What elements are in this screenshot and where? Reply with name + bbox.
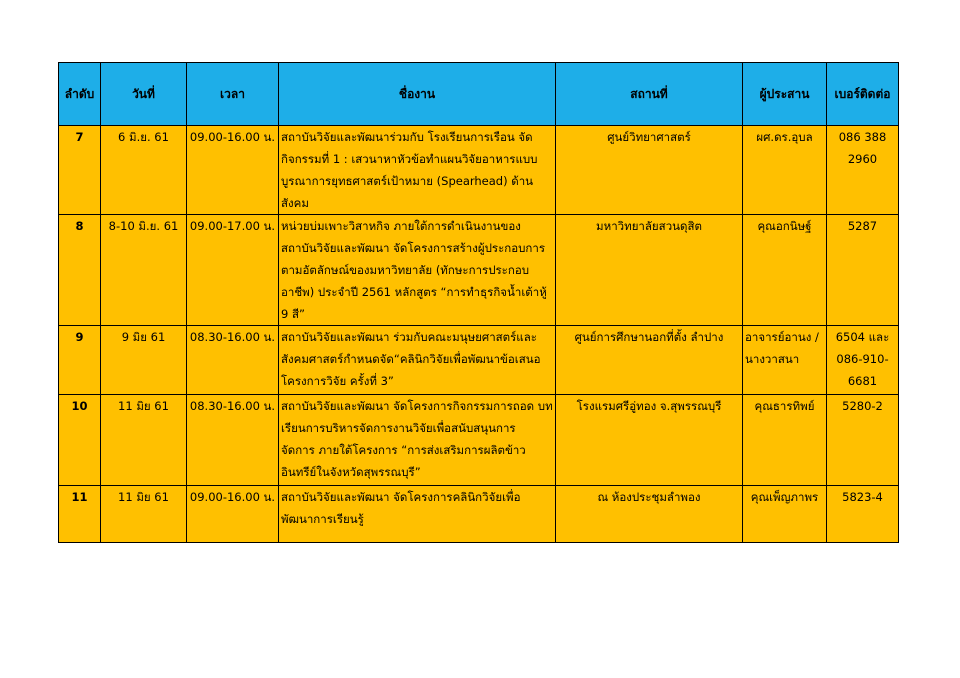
table-row [59, 486, 899, 543]
row-coordinator: คุณเพ็ญภาพร [743, 486, 827, 543]
row-phone: 5280-2 [827, 395, 899, 486]
event-schedule-table [58, 62, 899, 543]
row-venue: โรงแรมศรีอู่ทอง จ.สุพรรณบุรี [556, 395, 743, 486]
table-body [59, 126, 899, 543]
header-phone: เบอร์ติดต่อ [827, 63, 899, 126]
row-title: สถาบันวิจัยและพัฒนาร่วมกับ โรงเรียนการเรือน จัด กิจกรรมที่ 1 : เสวนาหาหัวข้อทำแผนวิจัยอาหารแบบ บูรณาการยุทธศาสตร์เป้าหมาย (Spearhead) ด้านสังคม [279, 126, 556, 215]
row-title: สถาบันวิจัยและพัฒนา ร่วมกับคณะมนุษยศาสตร์และ สังคมศาสตร์กำหนดจัด“คลินิกวิจัยเพื่อพัฒนาข้อเสนอ โครงการวิจัย ครั้งที่ 3” [279, 326, 556, 395]
row-date: 9 มิย 61 [101, 326, 187, 395]
row-coordinator: คุณธารทิพย์ [743, 395, 827, 486]
header-no: ลำดับ [59, 63, 101, 126]
row-phone: 6504 และ 086-910-6681 [827, 326, 899, 395]
table-row [59, 395, 899, 486]
row-time: 09.00-17.00 น. [187, 215, 279, 326]
header-row [59, 63, 899, 126]
row-time: 09.00-16.00 น. [187, 486, 279, 543]
table-row [59, 215, 899, 326]
row-venue: มหาวิทยาลัยสวนดุสิต [556, 215, 743, 326]
row-time: 08.30-16.00 น. [187, 326, 279, 395]
row-phone: 5287 [827, 215, 899, 326]
row-phone: 086 388 2960 [827, 126, 899, 215]
row-coordinator: อาจารย์อานง / นางวาสนา [743, 326, 827, 395]
row-no: 10 [59, 395, 101, 486]
row-date: 11 มิย 61 [101, 395, 187, 486]
row-title: สถาบันวิจัยและพัฒนา จัดโครงการกิจกรรมการถอด บทเรียนการบริหารจัดการงานวิจัยเพื่อสนับสนุนการ จัดการ ภายใต้โครงการ “การส่งเสริมการผลิตข้าว อินทรีย์ในจังหวัดสุพรรณบุรี” [279, 395, 556, 486]
header-venue: สถานที่ [556, 63, 743, 126]
row-phone: 5823-4 [827, 486, 899, 543]
row-date: 8-10 มิ.ย. 61 [101, 215, 187, 326]
header-title: ชื่องาน [279, 63, 556, 126]
row-venue: ณ ห้องประชุมลำพอง [556, 486, 743, 543]
header-coordinator: ผู้ประสาน [743, 63, 827, 126]
row-time: 08.30-16.00 น. [187, 395, 279, 486]
row-no: 9 [59, 326, 101, 395]
header-time: เวลา [187, 63, 279, 126]
row-venue: ศูนย์วิทยาศาสตร์ [556, 126, 743, 215]
row-no: 8 [59, 215, 101, 326]
row-date: 6 มิ.ย. 61 [101, 126, 187, 215]
table-row [59, 126, 899, 215]
row-venue: ศูนย์การศึกษานอกที่ตั้ง ลำปาง [556, 326, 743, 395]
table-row [59, 326, 899, 395]
row-date: 11 มิย 61 [101, 486, 187, 543]
table-header [59, 63, 899, 126]
row-coordinator: คุณอกนิษฐ์ [743, 215, 827, 326]
row-coordinator: ผศ.ดร.อุบล [743, 126, 827, 215]
row-no: 11 [59, 486, 101, 543]
header-date: วันที่ [101, 63, 187, 126]
row-title: หน่วยบ่มเพาะวิสาหกิจ ภายใต้การดำเนินงานของ สถาบันวิจัยและพัฒนา จัดโครงการสร้างผู้ประกอบการ ตามอัตลักษณ์ของมหาวิทยาลัย (ทักษะการประกอบ อาชีพ) ประจำปี 2561 หลักสูตร “การทำธุรกิจน้ำเต้าหู้ 9 สี” [279, 215, 556, 326]
row-title: สถาบันวิจัยและพัฒนา จัดโครงการคลินิกวิจัยเพื่อ พัฒนาการเรียนรู้ [279, 486, 556, 543]
row-time: 09.00-16.00 น. [187, 126, 279, 215]
row-no: 7 [59, 126, 101, 215]
